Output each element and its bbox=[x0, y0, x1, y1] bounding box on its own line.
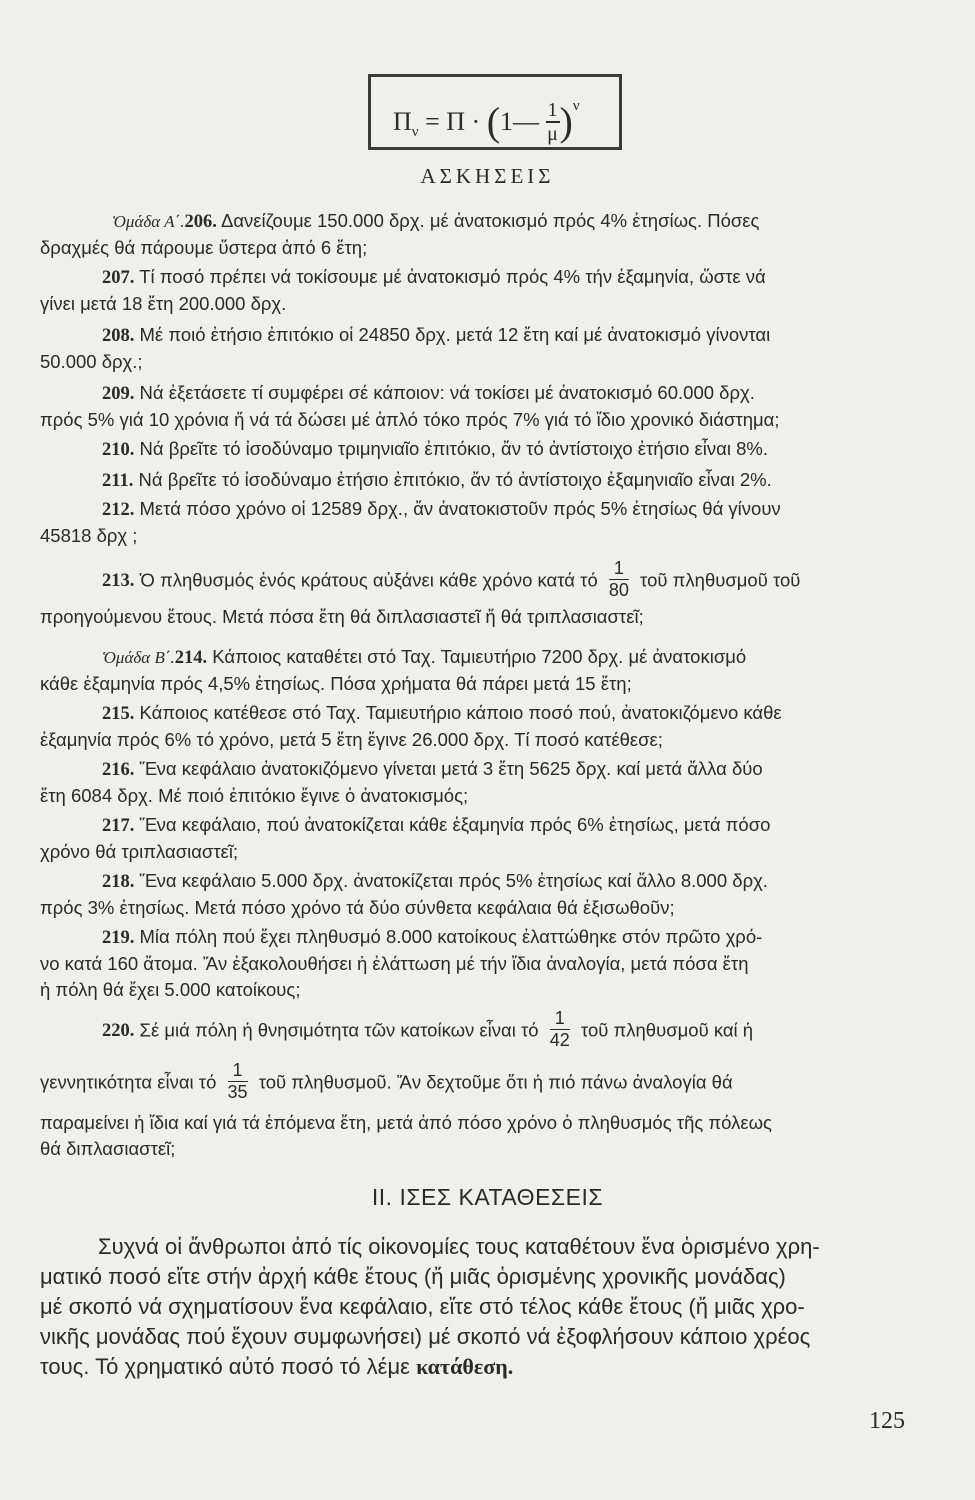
formula-lhs: Π bbox=[393, 107, 412, 136]
exercise-215 bbox=[40, 700, 908, 753]
formula-eq: = Π · bbox=[425, 107, 481, 136]
formula-one-minus: 1— bbox=[500, 107, 540, 136]
exercise-text: Σέ μιά πόλη ἡ θνησιμότητα τῶν κατοίκων εἶναι τό bbox=[139, 1019, 539, 1041]
exercise-number: 218. bbox=[102, 872, 135, 892]
exercise-line: 50.000 δρχ.; bbox=[40, 351, 143, 372]
exercise-line: Ἕνα κεφάλαιο, πού ἀνατοκίζεται κάθε ἑξαμηνία πρός 6% ἐτησίως, μετά πόσο bbox=[139, 814, 771, 835]
exercise-line: θά διπλασιαστεῖ; bbox=[40, 1138, 176, 1159]
exercise-line: ἡ πόλη θά ἔχει 5.000 κατοίκους; bbox=[40, 979, 301, 1000]
paragraph-line: τους. Τό χρηματικό αὐτό ποσό τό λέμε bbox=[40, 1354, 410, 1379]
exercise-number: 213. bbox=[102, 571, 135, 592]
formula-fraction bbox=[546, 99, 560, 145]
formula-paren-open: ( bbox=[486, 99, 501, 144]
defined-term: κατάθεση. bbox=[416, 1354, 514, 1379]
exercise-line: Ἕνα κεφάλαιο ἀνατοκιζόμενο γίνεται μετά 3 ἔτη 5625 δρχ. καί μετά ἄλλα δύο bbox=[139, 758, 763, 779]
fraction-denominator: 35 bbox=[227, 1082, 248, 1102]
formula-num: 1 bbox=[547, 99, 558, 122]
exercise-number: 208. bbox=[102, 326, 135, 346]
exercise-text: γεννητικότητα εἶναι τό bbox=[40, 1071, 217, 1093]
paragraph-line: Συχνά οἱ ἄνθρωποι ἀπό τίς οἰκονομίες τους καταθέτουν ἕνα ὁρισμένο χρη- bbox=[98, 1234, 820, 1259]
exercise-number: 219. bbox=[102, 928, 135, 948]
exercise-number: 210. bbox=[102, 440, 135, 460]
exercise-219 bbox=[40, 924, 908, 1003]
exercise-line: Ἕνα κεφάλαιο 5.000 δρχ. ἀνατοκίζεται πρός 5% ἐτησίως καί ἄλλο 8.000 δρχ. bbox=[139, 870, 768, 891]
exercise-line: παραμείνει ἡ ἴδια καί γιά τά ἑπόμενα ἔτη, μετά ἀπό πόσο χρόνο ὁ πληθυσμός τῆς πόλεως bbox=[40, 1112, 772, 1133]
intro-paragraph bbox=[40, 1232, 908, 1382]
exercise-line: ἑξαμηνία πρός 6% τό χρόνο, μετά 5 ἔτη ἔγινε 26.000 δρχ. Τί ποσό κατέθεσε; bbox=[40, 729, 663, 750]
exercise-line: πρός 3% ἐτησίως. Μετά πόσο χρόνο τά δύο σύνθετα κεφάλαια θά ἐξισωθοῦν; bbox=[40, 897, 675, 918]
formula-exp: ν bbox=[572, 98, 580, 114]
fraction-1-35 bbox=[228, 1060, 248, 1103]
exercise-number: 211. bbox=[102, 471, 134, 491]
fraction-numerator: 1 bbox=[228, 1060, 248, 1082]
exercise-211 bbox=[40, 467, 908, 494]
exercise-216 bbox=[40, 756, 908, 809]
exercise-220-line3 bbox=[40, 1110, 908, 1162]
exercise-line: Μέ ποιό ἐτήσιο ἐπιτόκιο οἱ 24850 δρχ. μετά 12 ἔτη καί μέ ἀνατοκισμό γίνονται bbox=[139, 324, 771, 345]
paragraph-line: ματικό ποσό εἴτε στήν ἀρχή κάθε ἔτους (ἤ μιᾶς ὁρισμένης χρονικῆς μονάδας) bbox=[40, 1264, 786, 1289]
exercise-text: τοῦ πληθυσμοῦ. Ἄν δεχτοῦμε ὅτι ἡ πιό πάνω ἀναλογία θά bbox=[258, 1071, 733, 1093]
exercise-line: νο κατά 160 ἄτομα. Ἄν ἐξακολουθήσει ἡ ἐλάττωση μέ τήν ἴδια ἀναλογία, μετά πόσα ἔτη bbox=[40, 953, 749, 974]
fraction-1-80 bbox=[609, 558, 629, 601]
fraction-1-42 bbox=[550, 1008, 570, 1051]
exercise-text: τοῦ πληθυσμοῦ καί ἡ bbox=[580, 1019, 754, 1041]
exercise-210 bbox=[40, 436, 908, 463]
exercise-number: 207. bbox=[102, 268, 135, 288]
exercise-number: 209. bbox=[102, 384, 135, 404]
exercise-217 bbox=[40, 812, 908, 865]
exercise-line: προηγούμενου ἔτους. Μετά πόσα ἔτη θά διπλασιαστεῖ ἤ θά τριπλασιαστεῖ; bbox=[40, 606, 644, 627]
exercise-number: 212. bbox=[102, 500, 135, 520]
exercise-line: Νά βρεῖτε τό ἰσοδύναμο τριμηνιαῖο ἐπιτόκιο, ἄν τό ἀντίστοιχο ἐτήσιο εἶναι 8%. bbox=[139, 438, 768, 459]
exercise-213 bbox=[40, 560, 908, 603]
exercise-213-line2 bbox=[40, 604, 908, 630]
exercise-line: Κάποιος καταθέτει στό Ταχ. Ταμιευτήριο 7200 δρχ. μέ ἀνατοκισμό bbox=[212, 646, 747, 667]
exercise-line: Μία πόλη πού ἔχει πληθυσμό 8.000 κατοίκους ἐλαττώθηκε στόν πρῶτο χρό- bbox=[139, 926, 763, 947]
exercise-text: τοῦ πληθυσμοῦ τοῦ bbox=[640, 569, 801, 591]
exercise-text: Ὁ πληθυσμός ἑνός κράτους αὐξάνει κάθε χρόνο κατά τό bbox=[139, 569, 598, 591]
fraction-numerator: 1 bbox=[609, 558, 629, 580]
exercise-line: Νά ἐξετάσετε τί συμφέρει σέ κάποιον: νά τοκίσει μέ ἀνατοκισμό 60.000 δρχ. bbox=[139, 382, 755, 403]
exercise-line: χρόνο θά τριπλασιαστεῖ; bbox=[40, 841, 239, 862]
exercise-number: 217. bbox=[102, 816, 135, 836]
paragraph-line: νικῆς μονάδας πού ἔχουν συμφωνήσει) μέ σκοπό νά ἐξοφλήσουν κάποιο χρέος bbox=[40, 1324, 811, 1349]
exercise-number: 214. bbox=[174, 648, 208, 668]
exercise-line: κάθε ἑξαμηνία πρός 4,5% ἐτησίως. Πόσα χρήματα θά πάρει μετά 15 ἔτη; bbox=[40, 673, 632, 694]
fraction-denominator: 42 bbox=[549, 1030, 570, 1050]
page-number: 125 bbox=[869, 1408, 905, 1434]
exercise-208 bbox=[40, 322, 908, 375]
exercise-line: πρός 5% γιά 10 χρόνια ἤ νά τά δώσει μέ ἁπλό τόκο πρός 7% γιά τό ἴδιο χρονικό διάστημα; bbox=[40, 409, 780, 430]
exercises-heading: ΑΣΚΗΣΕΙΣ bbox=[420, 164, 555, 188]
exercise-line: δραχμές θά πάρουμε ὕστερα ἀπό 6 ἔτη; bbox=[40, 237, 368, 258]
exercise-line: Νά βρεῖτε τό ἰσοδύναμο ἐτήσιο ἐπιτόκιο, ἄν τό ἀντίστοιχο ἑξαμηνιαῖο εἶναι 2%. bbox=[138, 469, 772, 490]
exercise-line: Δανείζουμε 150.000 δρχ. μέ ἀνατοκισμό πρός 4% ἐτησίως. Πόσες bbox=[220, 210, 760, 231]
formula-den: μ bbox=[547, 123, 558, 146]
formula-box bbox=[368, 74, 622, 150]
exercise-218 bbox=[40, 868, 908, 921]
exercise-220 bbox=[40, 1010, 908, 1053]
exercise-206 bbox=[40, 208, 908, 261]
exercise-number: 220. bbox=[102, 1021, 135, 1042]
group-b-label: Ὁμάδα Β΄. bbox=[102, 648, 175, 667]
exercise-line: Κάποιος κατέθεσε στό Ταχ. Ταμιευτήριο κάποιο ποσό πού, ἀνατοκιζόμενο κάθε bbox=[139, 702, 782, 723]
compound-formula bbox=[393, 93, 580, 147]
exercise-line: ἔτη 6084 δρχ. Μέ ποιό ἐπιτόκιο ἔγινε ὁ ἀνατοκισμός; bbox=[40, 785, 469, 806]
section-heading: ΙΙ. ΙΣΕΣ ΚΑΤΑΘΕΣΕΙΣ bbox=[371, 1184, 604, 1210]
exercise-207 bbox=[40, 264, 908, 317]
exercise-214 bbox=[40, 644, 908, 697]
exercise-number: 206. bbox=[184, 212, 217, 232]
formula-lhs-sub: ν bbox=[411, 124, 419, 140]
exercise-220-line2 bbox=[40, 1062, 908, 1105]
formula-paren-close: ) bbox=[559, 99, 573, 144]
fraction-denominator: 80 bbox=[608, 580, 629, 600]
exercise-line: γίνει μετά 18 ἔτη 200.000 δρχ. bbox=[40, 293, 287, 314]
paragraph-line: μέ σκοπό νά σχηματίσουν ἕνα κεφάλαιο, εἴτε στό τέλος κάθε ἔτους (ἤ μιᾶς χρο- bbox=[40, 1294, 805, 1319]
group-a-label: Ὁμάδα Α΄. bbox=[112, 212, 185, 231]
fraction-numerator: 1 bbox=[550, 1008, 570, 1030]
exercise-line: Τί ποσό πρέπει νά τοκίσουμε μέ ἀνατοκισμό πρός 4% τήν ἑξαμηνία, ὥστε νά bbox=[139, 266, 766, 287]
exercise-line: Μετά πόσο χρόνο οἱ 12589 δρχ., ἄν ἀνατοκιστοῦν πρός 5% ἐτησίως θά γίνουν bbox=[139, 498, 781, 519]
exercise-209 bbox=[40, 380, 908, 433]
exercise-line: 45818 δρχ ; bbox=[40, 525, 138, 546]
exercise-212 bbox=[40, 496, 908, 549]
exercise-number: 215. bbox=[102, 704, 135, 724]
exercise-number: 216. bbox=[102, 760, 135, 780]
